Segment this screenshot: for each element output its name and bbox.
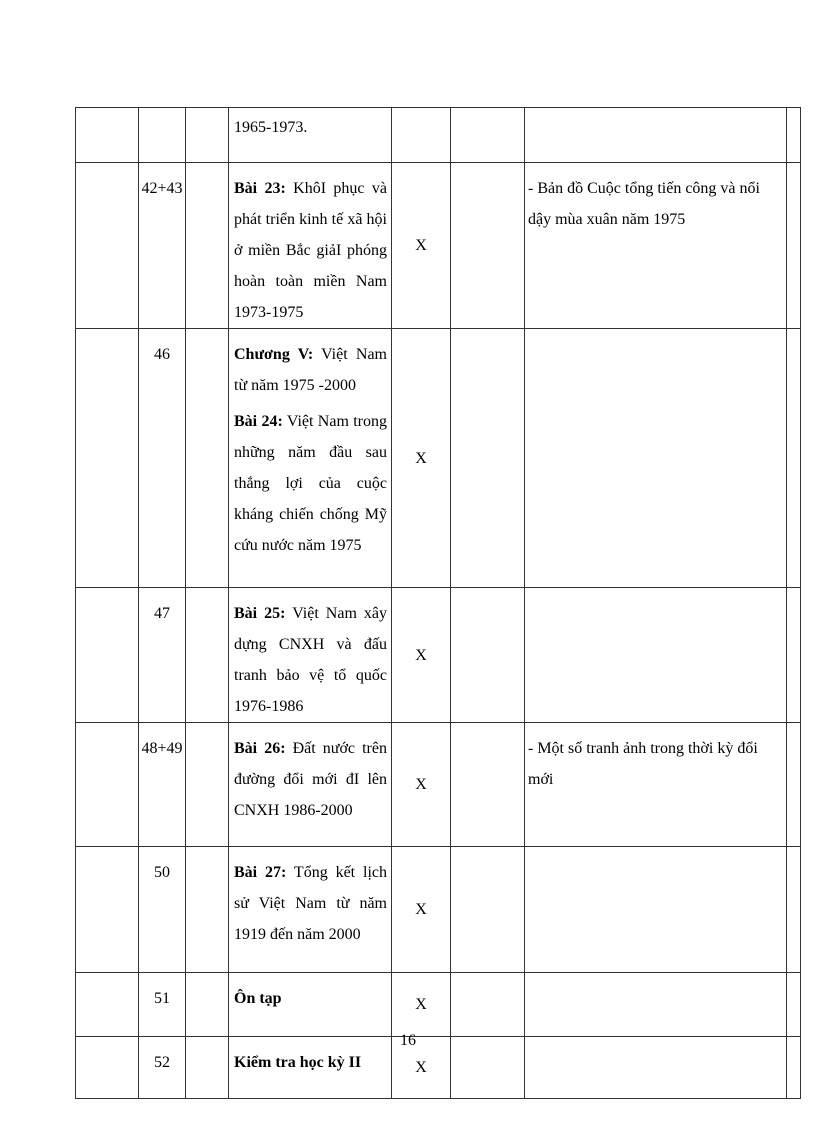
edge-cell bbox=[787, 108, 801, 163]
lesson-text: Tổng kết lịch sử Việt Nam từ năm 1919 đến năm 2000 bbox=[234, 864, 387, 943]
week-cell bbox=[76, 847, 139, 973]
week-cell bbox=[76, 588, 139, 723]
period-cell bbox=[139, 108, 186, 163]
mark-cell: X bbox=[392, 329, 451, 588]
edge-cell bbox=[787, 329, 801, 588]
blank-cell bbox=[451, 108, 525, 163]
page-number: 16 bbox=[400, 1032, 416, 1049]
edge-cell bbox=[787, 973, 801, 1037]
blank-cell bbox=[451, 847, 525, 973]
edge-cell bbox=[787, 163, 801, 329]
table-row bbox=[76, 973, 801, 1037]
lesson-cell bbox=[229, 329, 392, 588]
lesson-title: Bài 25: bbox=[234, 605, 286, 622]
equipment-cell: - Bản đồ Cuộc tổng tiến công và nổi dậy mùa xuân năm 1975 bbox=[525, 163, 787, 329]
chapter-text: Việt Nam từ năm 1975 -2000 bbox=[234, 346, 387, 394]
blank-cell bbox=[186, 329, 229, 588]
lesson-cell bbox=[229, 973, 392, 1037]
lesson-text: KhôI phục và phát triển kinh tế xã hội ở miền Bắc giảI phóng hoàn toàn miền Nam 1973-1975 bbox=[234, 180, 387, 321]
equipment-cell: - Một số tranh ảnh trong thời kỳ đổi mới bbox=[525, 723, 787, 847]
table-row bbox=[76, 588, 801, 723]
period-cell: 46 bbox=[139, 329, 186, 588]
blank-cell bbox=[186, 973, 229, 1037]
lesson-title: Bài 24: bbox=[234, 413, 283, 430]
equipment-cell bbox=[525, 973, 787, 1037]
blank-cell bbox=[451, 723, 525, 847]
period-cell: 51 bbox=[139, 973, 186, 1037]
blank-cell bbox=[186, 847, 229, 973]
lesson-cell bbox=[229, 163, 392, 329]
lesson-title: Ôn tạp bbox=[234, 990, 282, 1007]
lesson-cell bbox=[229, 723, 392, 847]
lesson-text: Việt Nam xây dựng CNXH và đấu tranh bảo vệ tổ quốc 1976-1986 bbox=[234, 605, 388, 715]
week-cell bbox=[76, 723, 139, 847]
period-cell: 48+49 bbox=[139, 723, 186, 847]
lesson-text: Đất nước trên đường đổi mới đI lên CNXH 1986-2000 bbox=[234, 740, 387, 819]
table-row bbox=[76, 723, 801, 847]
week-cell bbox=[76, 108, 139, 163]
blank-cell bbox=[451, 329, 525, 588]
mark-cell: X bbox=[392, 973, 451, 1037]
equipment-cell bbox=[525, 329, 787, 588]
lesson-title: Bài 27: bbox=[234, 864, 287, 881]
mark-cell: X bbox=[392, 588, 451, 723]
table-row bbox=[76, 108, 801, 163]
table-row bbox=[76, 163, 801, 329]
chapter-title: Chương V: bbox=[234, 346, 314, 363]
blank-cell bbox=[186, 163, 229, 329]
period-cell: 47 bbox=[139, 588, 186, 723]
mark-cell: X bbox=[392, 1037, 451, 1099]
blank-cell bbox=[186, 108, 229, 163]
equipment-cell bbox=[525, 588, 787, 723]
blank-cell bbox=[451, 163, 525, 329]
period-cell: 42+43 bbox=[139, 163, 186, 329]
lesson-cell bbox=[229, 588, 392, 723]
mark-cell: X bbox=[392, 723, 451, 847]
period-cell: 50 bbox=[139, 847, 186, 973]
lesson-cell bbox=[229, 847, 392, 973]
lesson-title: Kiểm tra học kỳ II bbox=[234, 1054, 362, 1071]
blank-cell bbox=[186, 723, 229, 847]
table-row bbox=[76, 847, 801, 973]
blank-cell bbox=[451, 588, 525, 723]
lesson-text: Việt Nam trong những năm đầu sau thắng lợi của cuộc kháng chiến chống Mỹ cứu nước năm 1975 bbox=[234, 413, 387, 554]
lesson-title: Bài 26: bbox=[234, 740, 286, 757]
lesson-title: Bài 23: bbox=[234, 180, 286, 197]
week-cell bbox=[76, 329, 139, 588]
blank-cell bbox=[451, 973, 525, 1037]
equipment-cell bbox=[525, 847, 787, 973]
equipment-cell bbox=[525, 108, 787, 163]
lesson-plan-table bbox=[75, 107, 801, 1099]
lesson-text: 1965-1973. bbox=[234, 119, 308, 136]
mark-cell bbox=[392, 108, 451, 163]
edge-cell bbox=[787, 588, 801, 723]
table-row bbox=[76, 329, 801, 588]
lesson-cell bbox=[229, 108, 392, 163]
week-cell bbox=[76, 163, 139, 329]
mark-cell: X bbox=[392, 163, 451, 329]
blank-cell bbox=[186, 588, 229, 723]
week-cell bbox=[76, 973, 139, 1037]
edge-cell bbox=[787, 723, 801, 847]
mark-cell: X bbox=[392, 847, 451, 973]
period-cell: 52 bbox=[139, 1037, 186, 1099]
edge-cell bbox=[787, 847, 801, 973]
